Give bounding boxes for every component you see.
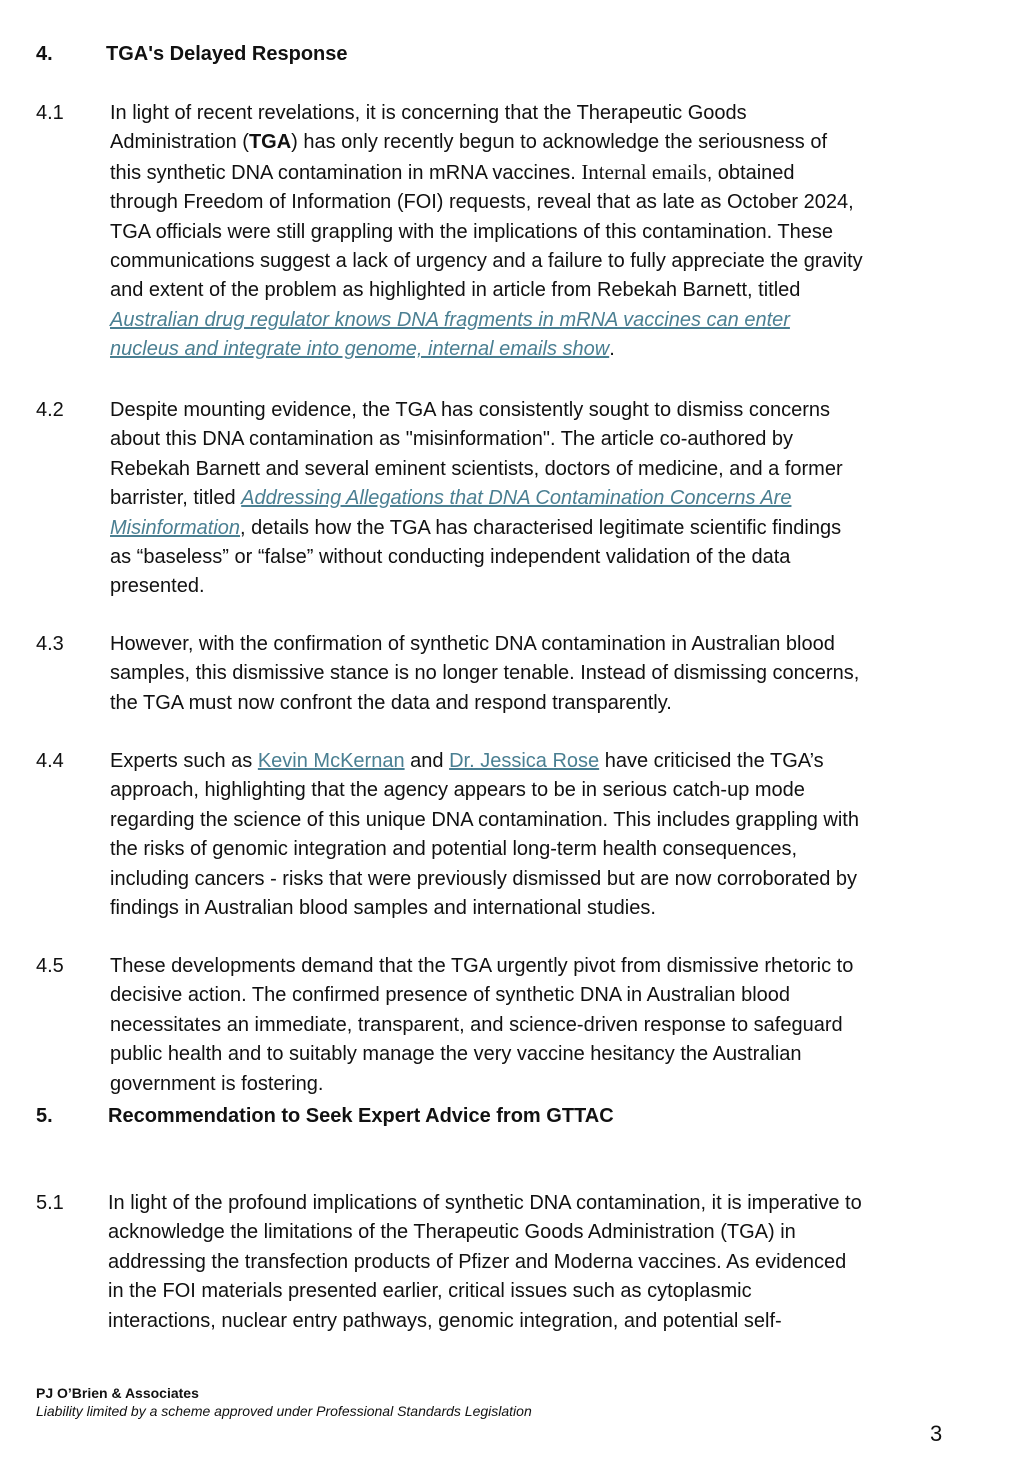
text-line: approach, highlighting that the agency appears to be in serious catch-up mode: [110, 779, 805, 802]
paragraph-body: [110, 630, 960, 718]
paragraph-number: 4.2: [36, 399, 64, 421]
page-number: 3: [930, 1421, 943, 1446]
text-line: including cancers - risks that were previously dismissed but are now corroborated by: [110, 867, 858, 890]
paragraph-body: [110, 952, 960, 1099]
text-line: acknowledge the limitations of the Therapeutic Goods Administration (TGA) in: [108, 1221, 796, 1244]
paragraph-number: 5.1: [36, 1192, 64, 1214]
text-line: In light of the profound implications of synthetic DNA contamination, it is imperative to: [108, 1192, 862, 1214]
serif-text-span: Internal emails: [581, 159, 707, 184]
text-span: and: [404, 750, 450, 772]
text-line: government is fostering.: [110, 1072, 324, 1095]
text-span: have criticised the TGA’s: [599, 750, 824, 772]
text-span: ) has only recently begun to acknowledge the seriousness of: [291, 131, 828, 154]
text-line: communications suggest a lack of urgency and a failure to fully appreciate the gravity: [110, 250, 863, 273]
text-line: the TGA must now confront the data and respond transparently.: [110, 691, 672, 714]
text-line: and extent of the problem as highlighted in article from Rebekah Barnett, titled: [110, 279, 801, 302]
text-line: [110, 747, 960, 776]
liability-notice: Liability limited by a scheme approved under Professional Standards Legislation: [36, 1403, 532, 1419]
text-span: .: [609, 338, 615, 361]
text-span: this synthetic DNA contamination in mRNA vaccines.: [110, 161, 582, 184]
text-line: However, with the confirmation of synthetic DNA contamination in Australian blood: [110, 633, 835, 655]
paragraph-number: 4.4: [36, 750, 64, 772]
text-line: These developments demand that the TGA urgently pivot from dismissive rhetoric to: [110, 955, 854, 977]
text-span: Administration (: [110, 131, 249, 154]
paragraph-body: [110, 396, 960, 602]
paragraph-body: [110, 99, 960, 365]
text-line: [110, 306, 960, 335]
text-line: the risks of genomic integration and potential long-term health consequences,: [110, 838, 798, 861]
paragraph-number: 4.3: [36, 633, 64, 655]
page-footer: [36, 1384, 532, 1420]
article-link-barnett[interactable]: Australian drug regulator knows DNA fragments in mRNA vaccines can enter: [110, 308, 790, 331]
link-jessica-rose[interactable]: Dr. Jessica Rose: [449, 750, 600, 772]
bold-abbreviation: TGA: [248, 131, 292, 154]
text-line: in the FOI materials presented earlier, critical issues such as cytoplasmic: [108, 1280, 752, 1303]
text-line: Despite mounting evidence, the TGA has consistently sought to dismiss concerns: [110, 399, 831, 421]
text-line: [110, 335, 960, 364]
text-line: interactions, nuclear entry pathways, genomic integration, and potential self-: [108, 1309, 782, 1332]
paragraph-body: [110, 747, 960, 923]
text-line: In light of recent revelations, it is concerning that the Therapeutic Goods: [110, 102, 747, 124]
text-line: public health and to suitably manage the very vaccine hesitancy the Australian: [110, 1043, 802, 1066]
paragraph-number: 4.1: [36, 102, 64, 124]
text-line: through Freedom of Information (FOI) requests, reveal that as late as October 2024,: [110, 191, 854, 214]
text-line: about this DNA contamination as "misinformation". The article co-authored by: [110, 428, 794, 451]
text-span: , obtained: [706, 161, 795, 184]
text-line: decisive action. The confirmed presence of synthetic DNA in Australian blood: [110, 984, 790, 1007]
text-line: [110, 158, 960, 188]
text-span: barrister, titled: [110, 487, 242, 510]
text-line: TGA officials were still grappling with the implications of this contamination. These: [110, 220, 833, 243]
section-title: TGA's Delayed Response: [106, 43, 348, 65]
text-line: regarding the science of this unique DNA contamination. This includes grappling with: [110, 808, 859, 831]
text-span: Experts such as: [110, 750, 258, 772]
article-link-allegations[interactable]: Addressing Allegations that DNA Contamination Concerns Are: [241, 487, 792, 510]
paragraph-number: 4.5: [36, 955, 64, 977]
text-span: , details how the TGA has characterised legitimate scientific findings: [240, 516, 842, 539]
paragraph-body: [108, 1189, 958, 1336]
text-line: [110, 484, 960, 513]
text-line: samples, this dismissive stance is no longer tenable. Instead of dismissing concerns,: [110, 662, 860, 685]
article-link-barnett-cont[interactable]: nucleus and integrate into genome, internal emails show: [110, 338, 610, 361]
firm-name: PJ O’Brien & Associates: [36, 1385, 199, 1401]
text-line: presented.: [110, 575, 205, 598]
text-line: findings in Australian blood samples and international studies.: [110, 897, 656, 920]
text-line: necessitates an immediate, transparent, and science-driven response to safeguard: [110, 1013, 843, 1036]
text-line: as “baseless” or “false” without conducting independent validation of the data: [110, 546, 791, 569]
link-kevin-mckernan[interactable]: Kevin McKernan: [257, 750, 405, 772]
section-title: Recommendation to Seek Expert Advice from GTTAC: [108, 1105, 614, 1127]
article-link-allegations-cont[interactable]: Misinformation: [110, 516, 241, 539]
text-line: addressing the transfection products of Pfizer and Moderna vaccines. As evidenced: [108, 1250, 847, 1273]
section-number: 4.: [36, 43, 53, 65]
text-line: [110, 514, 960, 543]
text-line: Rebekah Barnett and several eminent scientists, doctors of medicine, and a former: [110, 457, 843, 480]
text-line: [110, 128, 960, 157]
section-number: 5.: [36, 1105, 53, 1127]
